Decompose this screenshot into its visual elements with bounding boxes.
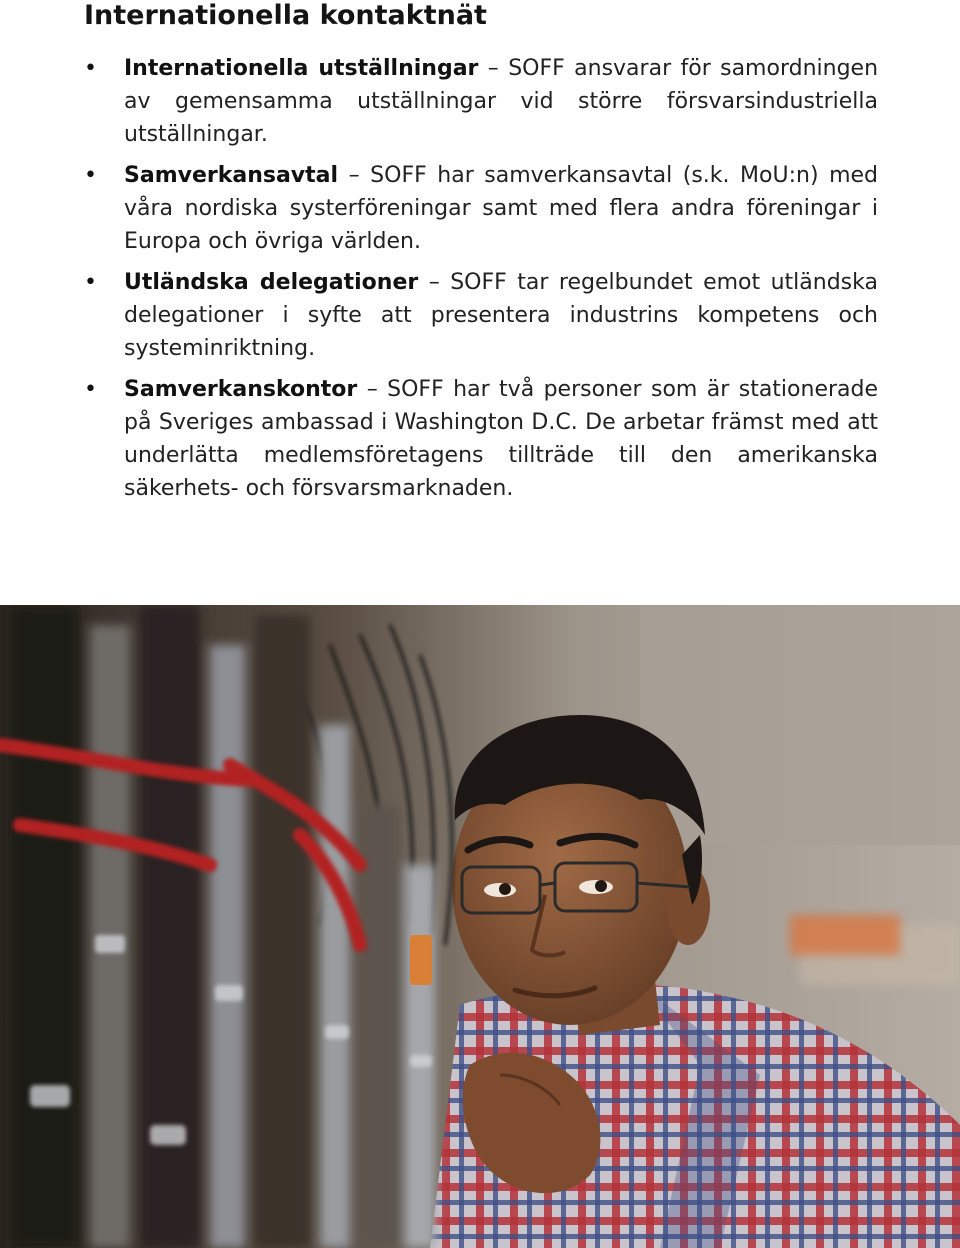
engineer-photo-illustration <box>0 605 960 1248</box>
list-item <box>84 52 878 151</box>
bullet-list <box>84 52 878 513</box>
bullet-text: SOFF har samverkansavtal (s.k. MoU:n) med våra nordiska systerföreningar samt med flera andra föreningar i Europa och övriga världen. <box>124 163 879 254</box>
bullet-term: Samverkansavtal <box>124 163 339 188</box>
bullet-text: SOFF ansvarar för samordningen av gemensamma utställningar vid större försvarsindustriella utställningar. <box>124 56 879 147</box>
bullet-term: Samverkanskontor <box>124 377 358 402</box>
bullet-text: SOFF har två personer som är stationerade på Sveriges ambassad i Washington D.C. De arbetar främst med att underlätta medlemsföretagens tillträde till den amerikanska säkerhets- och försvarsmarknaden. <box>124 377 879 501</box>
bullet-dash: – <box>487 56 499 81</box>
bullet-dash: – <box>428 270 440 295</box>
engineer-photo <box>0 605 960 1248</box>
bullet-icon: • <box>84 377 97 402</box>
bullet-text: SOFF tar regelbundet emot utländska delegationer i syfte att presentera industrins kompetens och systeminriktning. <box>124 270 878 361</box>
list-item <box>84 159 878 258</box>
bullet-dash: – <box>348 163 360 188</box>
list-item <box>84 266 878 365</box>
bullet-dash: – <box>366 377 378 402</box>
list-item <box>84 373 878 505</box>
bullet-term: Utländska delegationer <box>124 270 419 295</box>
bullet-icon: • <box>84 163 97 188</box>
bullet-icon: • <box>84 270 97 295</box>
bullet-term: Internationella utställningar <box>124 56 479 81</box>
page-title: Internationella kontaktnät <box>84 0 487 31</box>
bullet-icon: • <box>84 56 97 81</box>
